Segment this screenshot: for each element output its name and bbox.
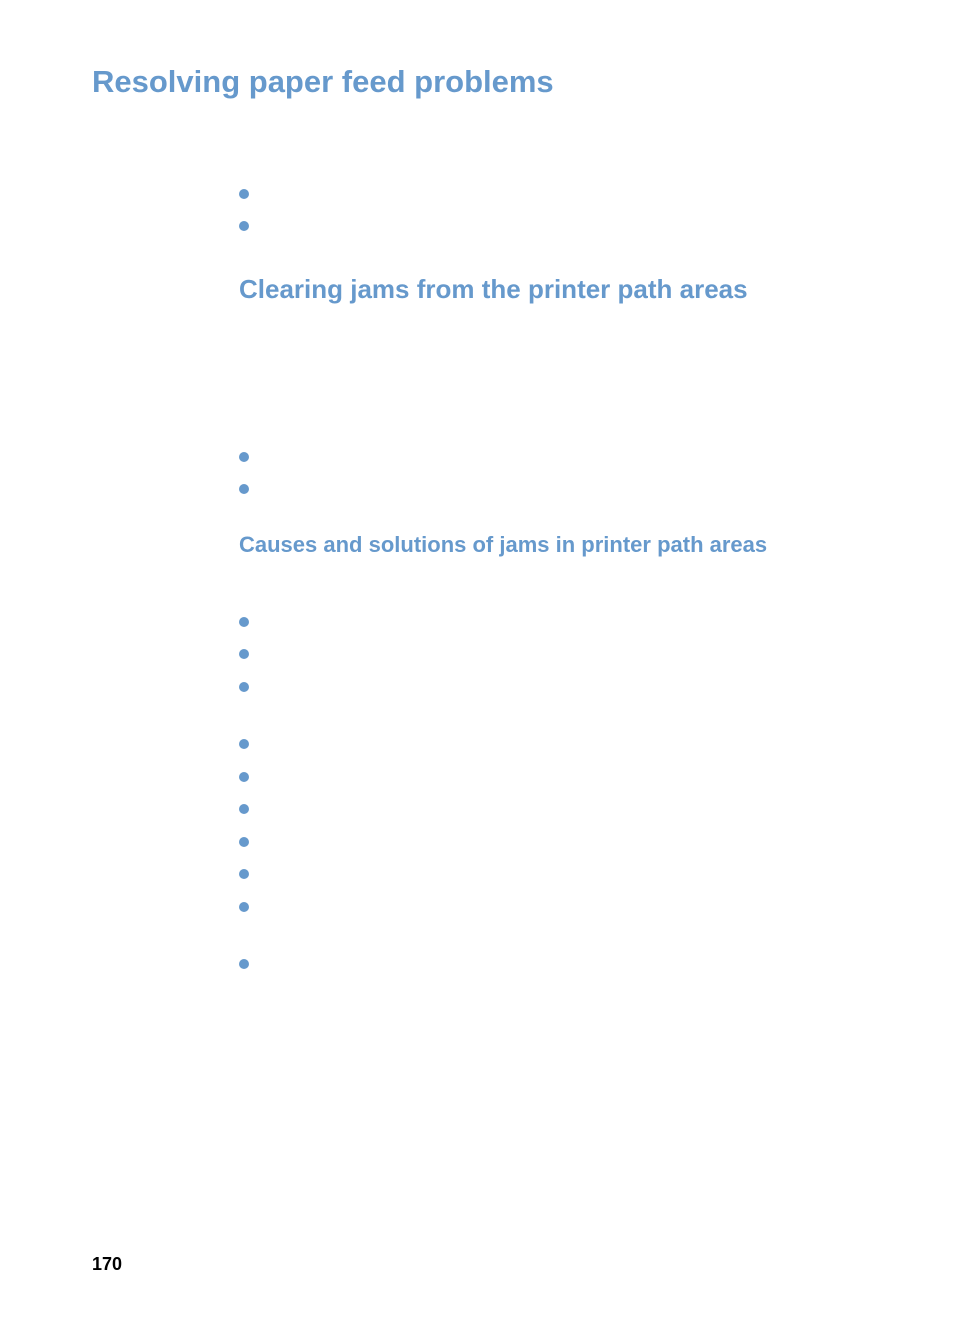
page-number: 170: [92, 1254, 123, 1274]
bullet-dot-icon: [239, 739, 249, 749]
bullet-dot-icon: [239, 189, 249, 199]
bullet-dot-icon: [239, 804, 249, 814]
bullet-dot-icon: [239, 682, 249, 692]
bullet-dot-icon: [239, 772, 249, 782]
bullet-dot-icon: [239, 484, 249, 494]
bullet-dot-icon: [239, 902, 249, 912]
bullet-dot-icon: [239, 869, 249, 879]
page-title: Resolving paper feed problems: [92, 64, 554, 99]
bullet-dot-icon: [239, 452, 249, 462]
subsection-heading: Causes and solutions of jams in printer path areas: [239, 532, 768, 557]
bullet-dot-icon: [239, 649, 249, 659]
section-heading: Clearing jams from the printer path areas: [239, 274, 748, 304]
bullet-dot-icon: [239, 837, 249, 847]
bullet-dot-icon: [239, 959, 249, 969]
bullet-dot-icon: [239, 617, 249, 627]
bullet-dot-icon: [239, 221, 249, 231]
